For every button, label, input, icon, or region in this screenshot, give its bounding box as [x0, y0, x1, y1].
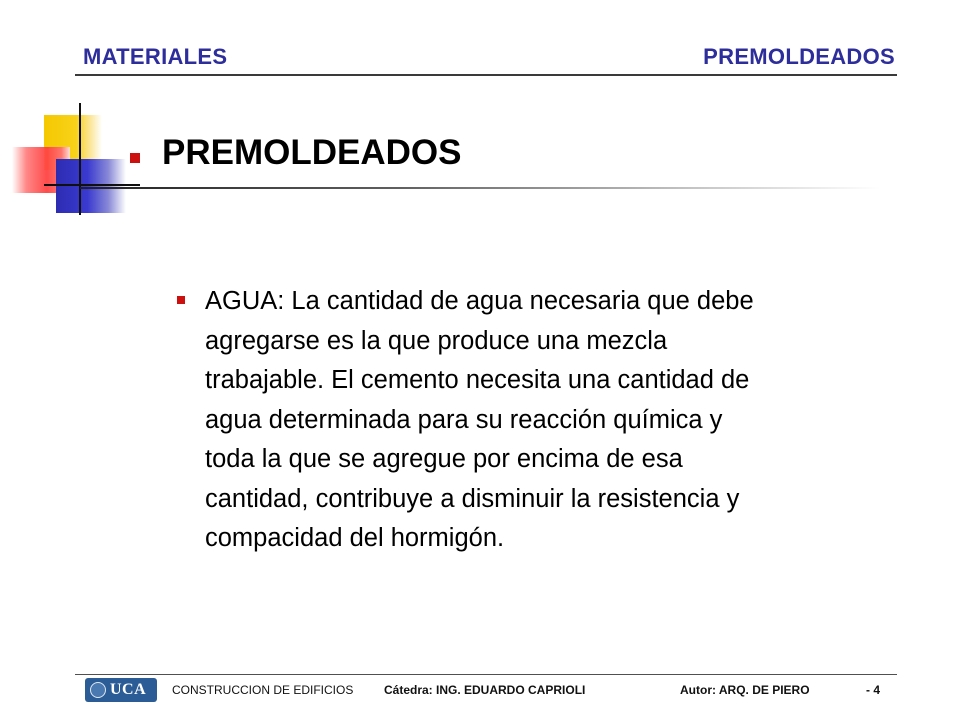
vertical-line: [79, 103, 81, 215]
body-line: trabajable. El cemento necesita una cantidad de: [205, 366, 750, 394]
seal-icon: [90, 682, 106, 698]
body-line: agregarse es la que produce una mezcla: [205, 326, 668, 355]
body-paragraph: [205, 282, 905, 559]
header-topic-label: PREMOLDEADOS: [703, 44, 895, 69]
blue-block: [56, 159, 126, 213]
body-line: toda la que se agregue por encima de esa: [205, 445, 683, 473]
body-line: compacidad del hormigón.: [205, 524, 505, 552]
footer-course: CONSTRUCCION DE EDIFICIOS: [172, 683, 354, 697]
decorative-blocks: [0, 95, 140, 225]
horizontal-line: [44, 184, 140, 186]
header-divider: [75, 74, 897, 76]
title-divider: [80, 187, 880, 189]
slide-title: PREMOLDEADOS: [162, 133, 462, 172]
header-section-label: MATERIALES: [83, 44, 228, 69]
body-bullet-icon: [177, 296, 185, 304]
body-line: cantidad, contribuye a disminuir la resistencia y: [205, 484, 740, 513]
page-number: - 4: [866, 683, 881, 697]
body-line: AGUA: La cantidad de agua necesaria que debe: [205, 287, 754, 315]
title-bullet-icon: [130, 153, 140, 163]
uca-logo: [85, 678, 157, 702]
logo-text: UCA: [110, 681, 147, 698]
footer-catedra: Cátedra: ING. EDUARDO CAPRIOLI: [384, 683, 586, 697]
footer-autor: Autor: ARQ. DE PIERO: [680, 683, 810, 697]
footer-divider: [75, 674, 897, 675]
body-line: agua determinada para su reacción química y: [205, 405, 723, 434]
